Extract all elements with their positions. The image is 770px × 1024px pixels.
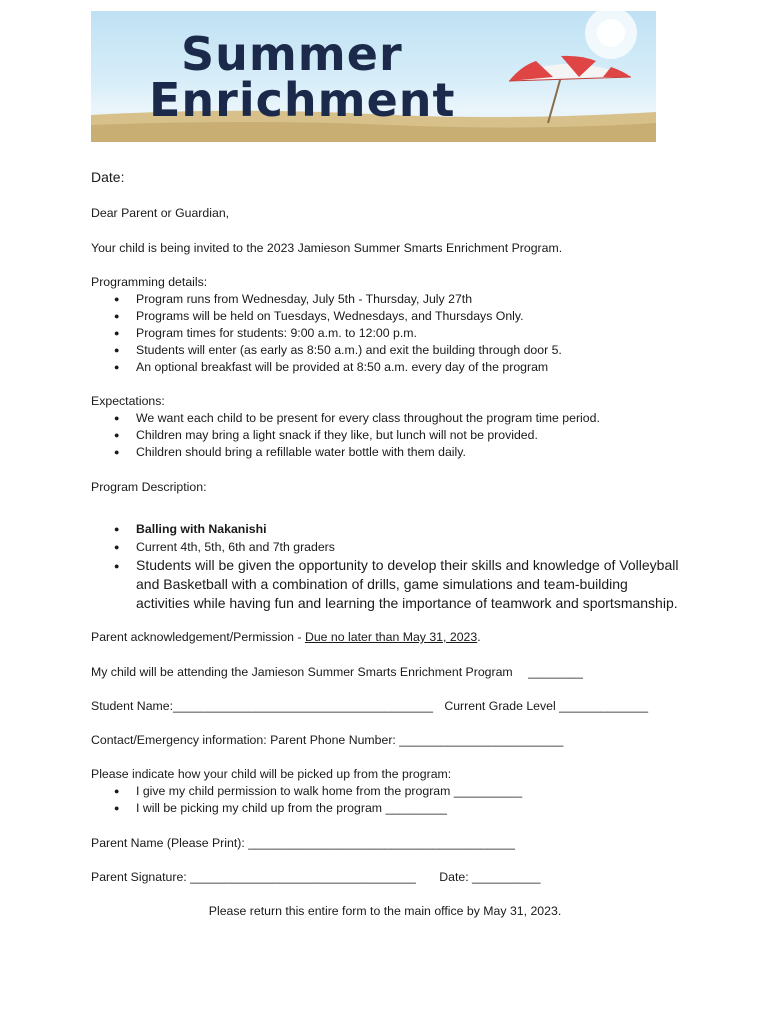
- bullet-icon: ●: [114, 311, 120, 321]
- bullet-icon: ●: [114, 447, 120, 457]
- invitation-text: Your child is being invited to the 2023 Jamieson Summer Smarts Enrichment Program.: [91, 241, 563, 255]
- contact-field[interactable]: Contact/Emergency information: Parent Phone Number: ________________________: [91, 733, 564, 747]
- grade-level-field[interactable]: Current Grade Level _____________: [444, 699, 649, 713]
- program-grades: Current 4th, 5th, 6th and 7th graders: [136, 540, 335, 554]
- program-details: Students will be given the opportunity to develop their skills and knowledge of Volleyball and Basketball with a combination of drills, game simulations and team-building activities while having fun and learning the importance of teamwork and sportsmanship.: [136, 557, 679, 611]
- acknowledgement-deadline: Due no later than May 31, 2023: [304, 630, 478, 644]
- bullet-icon: ●: [114, 345, 120, 355]
- acknowledgement-suffix: .: [477, 630, 481, 644]
- parent-signature-field[interactable]: Parent Signature: _________________________________: [91, 870, 416, 884]
- footer-note: Please return this entire form to the main office by May 31, 2023.: [208, 904, 562, 918]
- attending-line: [91, 664, 583, 680]
- student-name-field[interactable]: Student Name:______________________________________: [91, 699, 433, 713]
- list-item: We want each child to be present for every class throughout the program time period.: [136, 411, 600, 425]
- pickup-option-walk-home[interactable]: I give my child permission to walk home from the program __________: [136, 784, 523, 798]
- attending-blank[interactable]: ________: [528, 665, 583, 679]
- programming-heading: Programming details:: [91, 275, 208, 289]
- list-item: Students will enter (as early as 8:50 a.m.) and exit the building through door 5.: [136, 343, 562, 357]
- program-title: Balling with Nakanishi: [136, 522, 267, 536]
- banner-title-line-1: Summer: [181, 27, 403, 81]
- expectations-heading: Expectations:: [91, 394, 165, 408]
- list-item: Children may bring a light snack if they like, but lunch will not be provided.: [136, 428, 538, 442]
- acknowledgement-line: [91, 629, 481, 645]
- pickup-option-parent-pickup[interactable]: I will be picking my child up from the program _________: [136, 801, 448, 815]
- list-item: Program times for students: 9:00 a.m. to 12:00 p.m.: [136, 326, 417, 340]
- date-label: Date:: [91, 169, 125, 185]
- program-description-heading: Program Description:: [91, 480, 207, 494]
- list-item: Programs will be held on Tuesdays, Wednesdays, and Thursdays Only.: [136, 309, 524, 323]
- acknowledgement-prefix: Parent acknowledgement/Permission -: [91, 630, 305, 644]
- list-item: Program runs from Wednesday, July 5th - Thursday, July 27th: [136, 292, 473, 306]
- list-item: An optional breakfast will be provided at 8:50 a.m. every day of the program: [136, 360, 549, 374]
- bullet-icon: ●: [114, 803, 120, 813]
- bullet-icon: ●: [114, 413, 120, 423]
- bullet-icon: ●: [114, 542, 120, 552]
- summer-enrichment-banner: [91, 11, 656, 142]
- bullet-icon: ●: [114, 328, 120, 338]
- student-line: [91, 698, 648, 714]
- greeting: Dear Parent or Guardian,: [91, 206, 230, 220]
- parent-name-field[interactable]: Parent Name (Please Print): _______________________________________: [91, 836, 515, 850]
- pickup-heading: Please indicate how your child will be picked up from the program:: [91, 767, 452, 781]
- bullet-icon: ●: [114, 524, 120, 534]
- list-item: Children should bring a refillable water bottle with them daily.: [136, 445, 466, 459]
- bullet-icon: ●: [114, 430, 120, 440]
- bullet-icon: ●: [114, 362, 120, 372]
- signature-line: [91, 869, 540, 885]
- signature-date-field[interactable]: Date: __________: [439, 870, 541, 884]
- bullet-icon: ●: [114, 561, 120, 571]
- bullet-icon: ●: [114, 786, 120, 796]
- attending-text: My child will be attending the Jamieson Summer Smarts Enrichment Program: [91, 665, 513, 679]
- banner-title-line-2: Enrichment: [149, 73, 456, 127]
- bullet-icon: ●: [114, 294, 120, 304]
